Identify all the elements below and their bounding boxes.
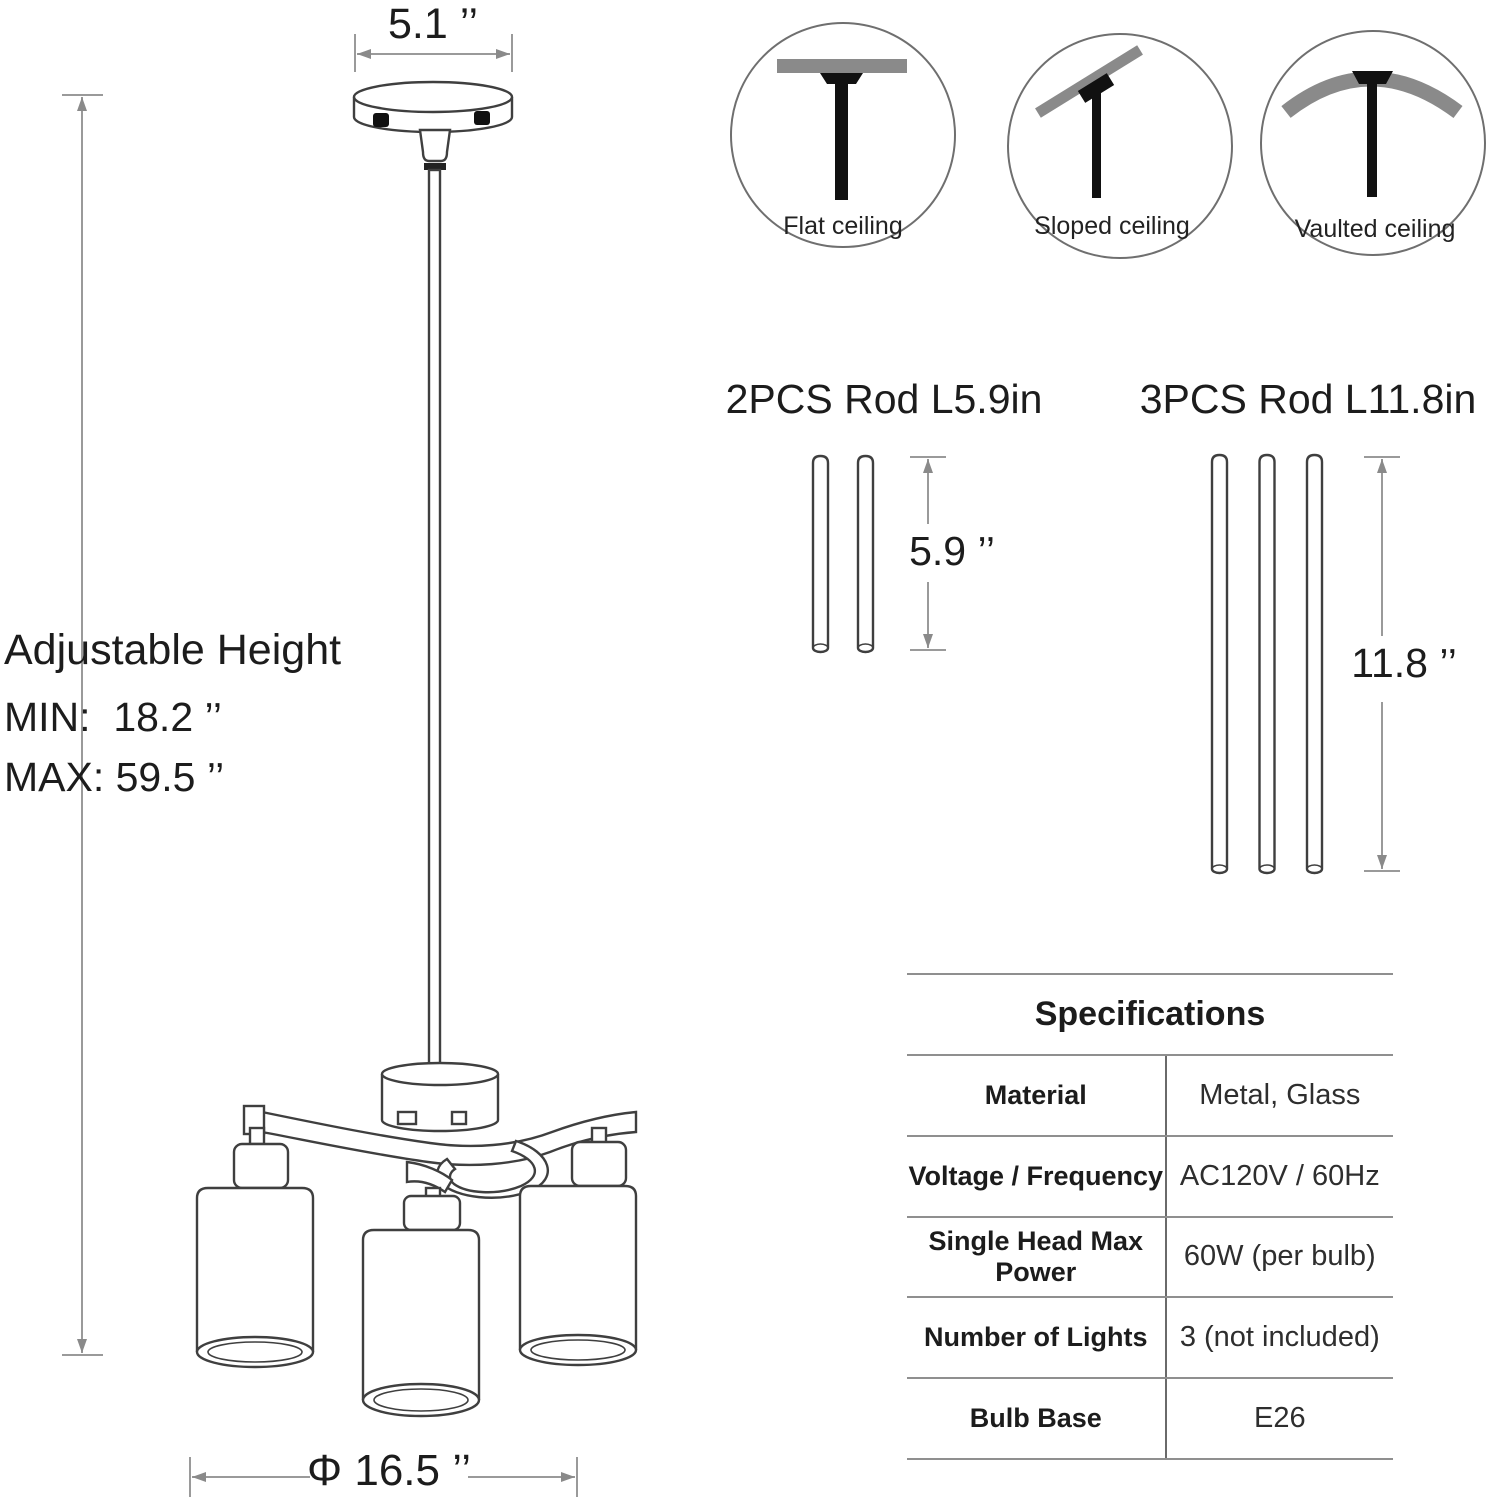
spec-label: Bulb Base bbox=[907, 1379, 1167, 1458]
pendant-light-drawing bbox=[197, 82, 636, 1416]
short-rods-drawing bbox=[813, 456, 873, 652]
spec-label: Number of Lights bbox=[907, 1298, 1167, 1377]
spec-value: Metal, Glass bbox=[1199, 1078, 1361, 1111]
specifications-title: Specifications bbox=[907, 975, 1393, 1056]
spec-value: 3 (not included) bbox=[1179, 1321, 1380, 1354]
spec-label: Voltage / Frequency bbox=[907, 1137, 1167, 1216]
spec-row-voltage bbox=[907, 1137, 1393, 1218]
spec-value: 60W (per bulb) bbox=[1183, 1240, 1376, 1273]
spec-value: E26 bbox=[1253, 1402, 1306, 1435]
spec-label: Material bbox=[907, 1056, 1167, 1135]
adjustable-height-title: Adjustable Height bbox=[4, 626, 342, 674]
short-rod-length-label: 5.9 ’’ bbox=[909, 528, 995, 574]
long-rod-length-label: 11.8 ’’ bbox=[1351, 640, 1457, 686]
spec-value: AC120V / 60Hz bbox=[1179, 1159, 1380, 1192]
hanging-rod-drawing bbox=[429, 170, 440, 1072]
vaulted-ceiling-label: Vaulted ceiling bbox=[1294, 215, 1456, 243]
spec-row-material bbox=[907, 1056, 1393, 1137]
canopy-width-label: 5.1 ’’ bbox=[387, 0, 479, 48]
flat-ceiling-label: Flat ceiling bbox=[783, 212, 903, 240]
hub-drawing bbox=[382, 1063, 498, 1131]
spec-row-number-of-lights bbox=[907, 1298, 1393, 1379]
sloped-ceiling-label: Sloped ceiling bbox=[1034, 212, 1190, 240]
specifications-table bbox=[907, 973, 1393, 1460]
short-rods-title: 2PCS Rod L5.9in bbox=[725, 376, 1043, 422]
spec-label: Single Head Max Power bbox=[907, 1218, 1167, 1297]
spec-row-max-power bbox=[907, 1218, 1393, 1299]
spec-row-bulb-base bbox=[907, 1379, 1393, 1458]
long-rods-title: 3PCS Rod L11.8in bbox=[1139, 376, 1477, 422]
diameter-label: Φ 16.5 ’’ bbox=[307, 1446, 471, 1495]
min-height-label: MIN: 18.2 ’’ bbox=[4, 694, 222, 740]
canopy-drawing bbox=[354, 82, 512, 170]
long-rods-drawing bbox=[1212, 455, 1322, 873]
max-height-label: MAX: 59.5 ’’ bbox=[4, 754, 225, 800]
